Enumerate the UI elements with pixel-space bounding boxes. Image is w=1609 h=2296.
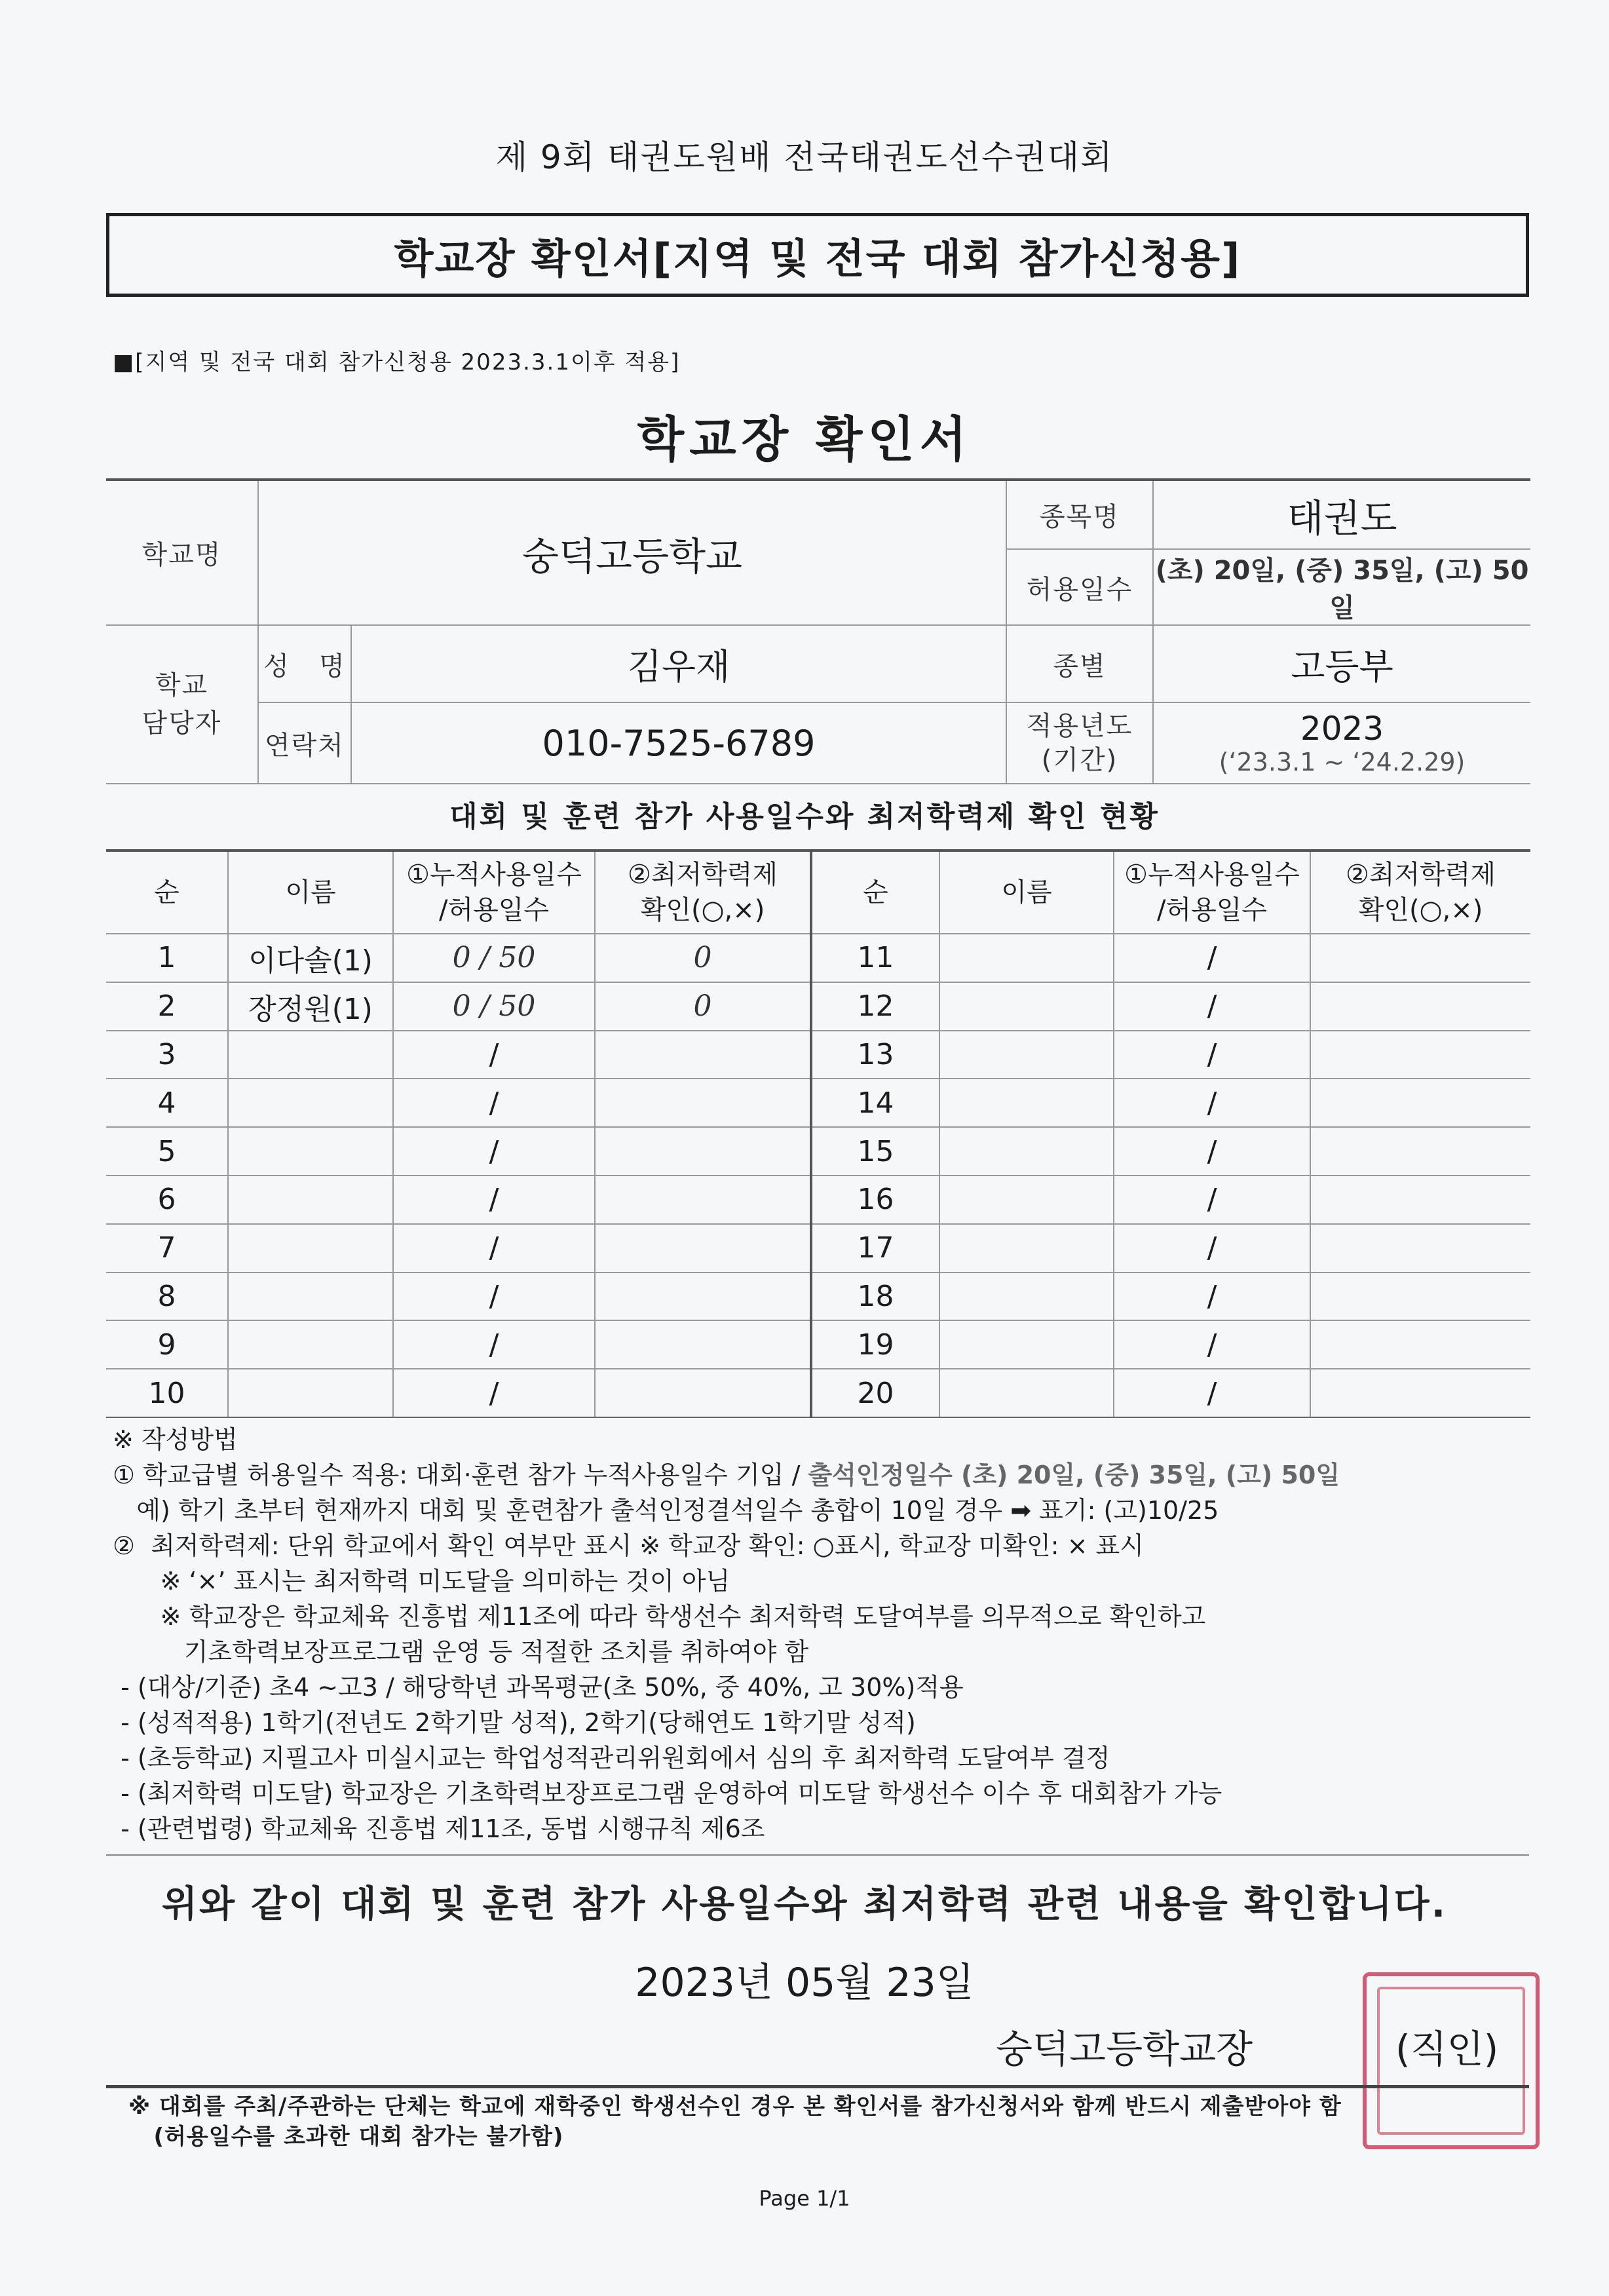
used-allowed-days: / bbox=[1114, 1224, 1310, 1272]
min-academic-check bbox=[1310, 1369, 1530, 1417]
athlete-name bbox=[939, 1224, 1114, 1272]
division-label: 종별 bbox=[1006, 625, 1153, 702]
used-allowed-days: / bbox=[1114, 1320, 1310, 1369]
row-number: 9 bbox=[106, 1320, 228, 1369]
confirmation-statement: 위와 같이 대회 및 훈련 참가 사용일수와 최저학력 관련 내용을 확인합니다. bbox=[161, 1883, 1448, 1926]
used-allowed-days: 0 / 50 bbox=[393, 934, 595, 982]
tournament-title: 제 9회 태권도원배 전국태권도선수권대회 bbox=[495, 138, 1114, 176]
athlete-name bbox=[939, 982, 1114, 1031]
table-row bbox=[106, 1127, 1530, 1176]
school-name-label: 학교명 bbox=[106, 480, 258, 625]
page-number: Page 1/1 bbox=[759, 2186, 850, 2211]
method-line: - (최저학력 미도달) 학교장은 기초학력보장프로그램 운영하여 미도달 학생선수 이수 후 대회참가 가능 bbox=[113, 1779, 1222, 1808]
method-line: 예) 학기 초부터 현재까지 대회 및 훈련참가 출석인정결석일수 총합이 10일 경우 ➡ 표기: (고)10/25 bbox=[113, 1496, 1219, 1525]
row-number: 17 bbox=[811, 1224, 939, 1272]
method-line: - (성적적용) 1학기(전년도 2학기말 성적), 2학기(당해연도 1학기말 성적) bbox=[113, 1708, 916, 1737]
row-number: 10 bbox=[106, 1369, 228, 1417]
min-academic-check bbox=[1310, 1176, 1530, 1224]
table-row bbox=[106, 1031, 1530, 1079]
contact-person-label: 학교 담당자 bbox=[106, 625, 258, 784]
method-line: - (대상/기준) 초4 ~고3 / 해당학년 과목평균(초 50%, 중 40%, 고 30%)적용 bbox=[113, 1673, 964, 1702]
row-number: 19 bbox=[811, 1320, 939, 1369]
used-allowed-days: / bbox=[393, 1127, 595, 1176]
used-allowed-days: / bbox=[393, 1272, 595, 1321]
method-line: ② 최저학력제: 단위 학교에서 확인 여부만 표시 ※ 학교장 확인: ○표시, 학교장 미확인: × 표시 bbox=[113, 1531, 1144, 1560]
year-label: 적용년도 (기간) bbox=[1006, 702, 1153, 784]
min-academic-check bbox=[595, 1224, 811, 1272]
row-number: 15 bbox=[811, 1127, 939, 1176]
method-highlight: 출석인정일수 (초) 20일, (중) 35일, (고) 50일 bbox=[808, 1461, 1340, 1489]
header-name: 이름 bbox=[939, 851, 1114, 934]
athlete-name: 장정원(1) bbox=[228, 982, 393, 1031]
used-allowed-days: / bbox=[1114, 1079, 1310, 1127]
min-academic-check bbox=[1310, 1079, 1530, 1127]
footer-note-line: ※ 대회를 주최/주관하는 단체는 학교에 재학중인 학생선수인 경우 본 확인서를 참가신청서와 함께 반드시 제출받아야 함 bbox=[128, 2094, 1342, 2120]
table-row bbox=[106, 1320, 1530, 1369]
sport-value: 태권도 bbox=[1153, 480, 1530, 549]
min-academic-check: 0 bbox=[595, 934, 811, 982]
school-info-table bbox=[106, 478, 1530, 784]
row-number: 18 bbox=[811, 1272, 939, 1321]
school-name-value: 숭덕고등학교 bbox=[258, 480, 1006, 625]
row-number: 16 bbox=[811, 1176, 939, 1224]
row-number: 1 bbox=[106, 934, 228, 982]
used-allowed-days: / bbox=[393, 1320, 595, 1369]
used-allowed-days: 0 / 50 bbox=[393, 982, 595, 1031]
used-allowed-days: / bbox=[393, 1031, 595, 1079]
header-name: 이름 bbox=[228, 851, 393, 934]
table-row bbox=[106, 1272, 1530, 1321]
used-allowed-days: / bbox=[1114, 1176, 1310, 1224]
athlete-name bbox=[228, 1272, 393, 1321]
used-allowed-days: / bbox=[1114, 934, 1310, 982]
athlete-name bbox=[228, 1176, 393, 1224]
min-academic-check bbox=[1310, 1127, 1530, 1176]
divider bbox=[106, 1854, 1529, 1856]
min-academic-check: 0 bbox=[595, 982, 811, 1031]
footer-note-line: (허용일수를 초과한 대회 참가는 불가함) bbox=[128, 2124, 564, 2150]
min-academic-check bbox=[1310, 1272, 1530, 1321]
used-allowed-days: / bbox=[1114, 982, 1310, 1031]
athlete-name bbox=[939, 1320, 1114, 1369]
used-allowed-days: / bbox=[393, 1369, 595, 1417]
min-academic-check bbox=[1310, 1031, 1530, 1079]
table-row bbox=[106, 1079, 1530, 1127]
athlete-name: 이다솔(1) bbox=[228, 934, 393, 982]
row-number: 3 bbox=[106, 1031, 228, 1079]
phone-value: 010-7525-6789 bbox=[351, 702, 1006, 784]
table-row bbox=[106, 1224, 1530, 1272]
row-number: 8 bbox=[106, 1272, 228, 1321]
athlete-name bbox=[939, 934, 1114, 982]
writing-method-section bbox=[113, 1422, 1541, 1846]
divider bbox=[106, 2085, 1529, 2088]
athlete-name bbox=[228, 1127, 393, 1176]
footer-note bbox=[128, 2092, 1342, 2152]
name-label: 성 명 bbox=[258, 625, 351, 702]
allowed-days-label: 허용일수 bbox=[1006, 549, 1153, 625]
row-number: 13 bbox=[811, 1031, 939, 1079]
main-title: 학교장 확인서[지역 및 전국 대회 참가신청용] bbox=[394, 234, 1241, 282]
table-row bbox=[106, 1369, 1530, 1417]
allowed-days-value: (초) 20일, (중) 35일, (고) 50일 bbox=[1153, 549, 1530, 625]
header-days: ①누적사용일수 /허용일수 bbox=[1114, 851, 1310, 934]
main-title-box bbox=[106, 213, 1529, 297]
method-line: 기초학력보장프로그램 운영 등 적절한 조치를 취하여야 함 bbox=[113, 1637, 809, 1666]
athlete-name bbox=[228, 1031, 393, 1079]
athlete-name bbox=[228, 1224, 393, 1272]
table-row bbox=[106, 982, 1530, 1031]
min-academic-check bbox=[595, 1031, 811, 1079]
method-line: - (초등학교) 지필고사 미실시교는 학업성적관리위원회에서 심의 후 최저학력 도달여부 결정 bbox=[113, 1744, 1110, 1772]
method-line: ※ 학교장은 학교체육 진흥법 제11조에 따라 학생선수 최저학력 도달여부를 의무적으로 확인하고 bbox=[113, 1602, 1206, 1631]
row-number: 4 bbox=[106, 1079, 228, 1127]
athlete-name bbox=[228, 1369, 393, 1417]
athlete-name bbox=[939, 1127, 1114, 1176]
min-academic-check bbox=[595, 1320, 811, 1369]
used-allowed-days: / bbox=[393, 1224, 595, 1272]
athlete-name bbox=[939, 1369, 1114, 1417]
row-number: 6 bbox=[106, 1176, 228, 1224]
contact-name-value: 김우재 bbox=[351, 625, 1006, 702]
row-number: 2 bbox=[106, 982, 228, 1031]
used-allowed-days: / bbox=[1114, 1272, 1310, 1321]
row-number: 11 bbox=[811, 934, 939, 982]
row-number: 20 bbox=[811, 1369, 939, 1417]
division-value: 고등부 bbox=[1153, 625, 1530, 702]
year-value: 2023 bbox=[1300, 710, 1384, 748]
athlete-name bbox=[228, 1079, 393, 1127]
principal-title: 숭덕고등학교장 bbox=[996, 2027, 1253, 2071]
min-academic-check bbox=[595, 1272, 811, 1321]
min-academic-check bbox=[1310, 1320, 1530, 1369]
usage-heading: 대회 및 훈련 참가 사용일수와 최저학력제 확인 현황 bbox=[449, 800, 1160, 833]
header-no: 순 bbox=[106, 851, 228, 934]
confirmation-date: 2023년 05월 23일 bbox=[635, 1960, 974, 2006]
athlete-name bbox=[939, 1031, 1114, 1079]
min-academic-check bbox=[1310, 934, 1530, 982]
athlete-name bbox=[939, 1079, 1114, 1127]
used-allowed-days: / bbox=[1114, 1369, 1310, 1417]
period-value: (‘23.3.1 ~ ‘24.2.29) bbox=[1219, 748, 1466, 776]
method-line bbox=[113, 1457, 1541, 1493]
method-text: ① 학교급별 허용일수 적용: 대회·훈련 참가 누적사용일수 기입 / bbox=[113, 1461, 808, 1489]
min-academic-check bbox=[595, 1079, 811, 1127]
used-allowed-days: / bbox=[393, 1079, 595, 1127]
used-allowed-days: / bbox=[1114, 1031, 1310, 1079]
header-check: ②최저학력제 확인(○,×) bbox=[1310, 851, 1530, 934]
row-number: 7 bbox=[106, 1224, 228, 1272]
athlete-name bbox=[939, 1272, 1114, 1321]
min-academic-check bbox=[1310, 982, 1530, 1031]
athlete-name bbox=[228, 1320, 393, 1369]
usage-table bbox=[106, 849, 1530, 1418]
form-note: ■[지역 및 전국 대회 참가신청용 2023.3.1이후 적용] bbox=[113, 349, 681, 375]
seal-label: (직인) bbox=[1395, 2027, 1499, 2071]
min-academic-check bbox=[1310, 1224, 1530, 1272]
phone-label: 연락처 bbox=[258, 702, 351, 784]
row-number: 14 bbox=[811, 1079, 939, 1127]
method-title: ※ 작성방법 bbox=[113, 1425, 238, 1454]
min-academic-check bbox=[595, 1176, 811, 1224]
table-row bbox=[106, 1176, 1530, 1224]
used-allowed-days: / bbox=[1114, 1127, 1310, 1176]
row-number: 5 bbox=[106, 1127, 228, 1176]
min-academic-check bbox=[595, 1369, 811, 1417]
header-no: 순 bbox=[811, 851, 939, 934]
method-line: - (관련법령) 학교체육 진흥법 제11조, 동법 시행규칙 제6조 bbox=[113, 1814, 765, 1843]
method-line: ※ ‘×’ 표시는 최저학력 미도달을 의미하는 것이 아님 bbox=[113, 1567, 730, 1596]
table-row bbox=[106, 934, 1530, 982]
sport-label: 종목명 bbox=[1006, 480, 1153, 549]
header-days: ①누적사용일수 /허용일수 bbox=[393, 851, 595, 934]
year-cell bbox=[1153, 702, 1530, 784]
header-check: ②최저학력제 확인(○,×) bbox=[595, 851, 811, 934]
used-allowed-days: / bbox=[393, 1176, 595, 1224]
row-number: 12 bbox=[811, 982, 939, 1031]
athlete-name bbox=[939, 1176, 1114, 1224]
min-academic-check bbox=[595, 1127, 811, 1176]
form-heading: 학교장 확인서 bbox=[637, 411, 972, 468]
